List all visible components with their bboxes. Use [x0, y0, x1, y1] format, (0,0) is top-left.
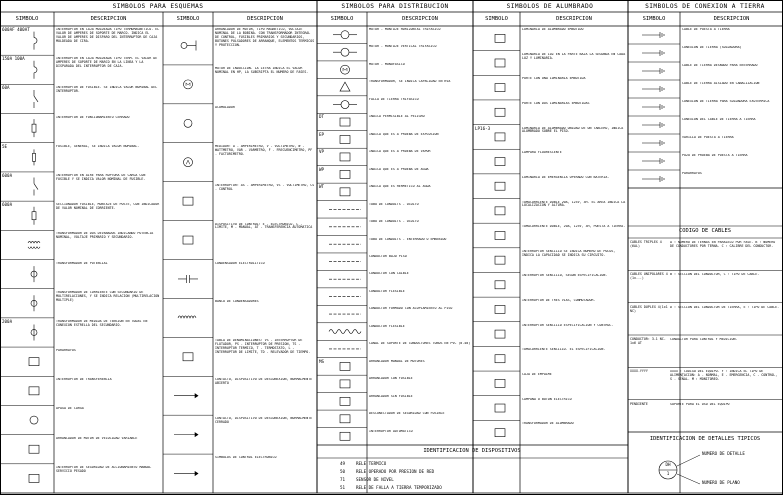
tierra-description-3: CABLE DE TIERRA AISLADO EN CANALIZACION — [682, 82, 760, 85]
esquemas-a-description-2: INTERRUPTOR DE FUSIBLE. SE INDICA VALOR NOMINAL DEL INTERRUPTOR. — [56, 86, 158, 94]
column-header-alumbrado-1: DESCRIPCION — [556, 15, 592, 22]
distribucion-description-8: INDICA QUE ES A PRUEBA DE AGUA — [369, 167, 429, 171]
alumbrado-description-8: TOMACORRIENTE DOBLE, 20A, 125V, 3H, PUESTA A TIERRA. — [522, 225, 626, 229]
distribucion-symbol-label-9: WT — [319, 184, 325, 190]
distribucion-description-4: FALLA DE TIERRA TRIFASICO — [369, 97, 419, 101]
tierra-description-2: CABLE DE TIERRA DESNUDO PARA ENTERRADO — [682, 64, 758, 67]
esquemas-a-description-7: TRANSFORMADOR DE DOS DEVANADOS INDICANDO POTENCIA NOMINAL, VOLTAJE PRIMARIO Y SECUNDARIO. — [56, 232, 154, 240]
dispositivo-code-0: 49 — [340, 461, 346, 466]
esquemas-a-description-8: TRANSFORMADOR DE POTENCIAL — [56, 261, 108, 265]
distribucion-description-16: CONDUCTOR FORMADO CON ACOPLAMIENTO AL PISO — [369, 307, 453, 311]
column-header-esquemas-1: DESCRIPCION — [90, 15, 127, 22]
esquemas-a-description-4: FUSIBLE, GENERAL, SE INDICA VALOR NOMINAL. — [56, 144, 140, 148]
esquemas-a-description-0: INTERRUPTOR EN CAJA MOLDEADA TIPO TERMOMAGNETICO. EL VALOR DE AMPERES DE SOPORTE DE MARCO. INDICA EL VALOR DE AMPERES DE DISPARO DEL INTERRUPTOR DE CAJA MOLDEADA DE CIRA. — [56, 28, 160, 43]
esquemas-a-description-9: TRANSFORMADOR DE CORRIENTE CON SECUNDARIO DE MULTIRELACIONES, Y SE INDICA RELACION (MULTIRELACION MULTIPLE) — [56, 290, 160, 302]
dispositivo-code-1: 50 — [340, 469, 346, 474]
alumbrado-symbol-label-4: LP16-3 — [475, 125, 491, 131]
esquemas-b-description-5: DISPOSITIVO DE CONTROL: E - ELECTRONICO, L - LIMITE, M - MANUAL, AT - TRANSFERENCIA AUTOMATICA — [215, 222, 313, 230]
distribucion-description-23: INTERRUPTOR AUTOMATICO — [369, 429, 413, 433]
alumbrado-description-5: LAMPARA FLUORESCENTE — [522, 151, 562, 155]
cables-title: CODIGO DE CABLES — [679, 228, 731, 234]
esquemas-b-description-11: SIMBOLOS DE CONTROL ELECTRONICO — [215, 456, 277, 460]
cable-description-4: XXXX : CODIGO DEL EQUIPO. Y : INDICA EL TIPO DE ALIMENTACION: A - NORMAL, E - EMERGENCIA, C - CONTROL, S - SEÑAL. M : MONITOREO. — [670, 370, 778, 382]
alumbrado-description-2: PORTE CON UNA LUMINARIA EMBUTIDA — [522, 77, 586, 81]
detalle-label-plano: NUMERO DE PLANO — [702, 480, 740, 485]
distribucion-description-15: CONDUITOR FLEXIBLE — [369, 289, 405, 293]
dispositivo-description-2: SENSOR DE NIVEL — [356, 477, 394, 482]
detalle-number: DH — [665, 462, 671, 467]
esquemas-b-description-6: CONDENSADOR ELECTROLITICO — [215, 261, 265, 265]
distribucion-description-5: INDICA PERMISIBLE AL PELIGRO — [369, 115, 425, 119]
distribucion-description-18: CANAL DE SOPORTE DE CONDUCTORES TUBOS EN PVC (0.40) — [369, 342, 471, 346]
alumbrado-description-15: CAMPANA O BOTON ELECTRICO — [522, 397, 572, 401]
distribucion-description-10: TUBO DE CONDUITS - OCULTO — [369, 202, 419, 206]
alumbrado-description-3: PORTE CON DOS LUMINARIAS EMBUTIDAS — [522, 101, 590, 105]
esquemas-b-description-9: CONTACTO, DISPOSITIVO DE DESCONEXION, NORMALMENTE ABIERTO — [215, 378, 313, 386]
esquemas-a-description-5: INTERRUPTOR EN AIRE PARA RUPTURA DE CARGA CON FUSIBLE Y SE INDICA VALOR NOMINAL DE FUSIBLE. — [56, 173, 146, 181]
dispositivo-code-2: 71 — [340, 477, 346, 482]
esquemas-a-description-1: INTERRUPTOR EN CAJA MOLDEADA TIPO TERM. EL VALOR DE AMPERES DE SOPORTE DE MARCO EN LA LINEA Y LA DISPARADA DEL INTERRUPTOR DE CAJA. — [56, 57, 158, 68]
distribucion-symbol-label-6: EP — [319, 131, 325, 137]
cable-description-3: CONDUCTOR PARA CONTROL Y MEDICION. — [670, 338, 738, 341]
distribucion-description-2: MOTOR - MONOFASICO — [369, 62, 405, 66]
esquemas-a-description-13: APAGA DE CARGA — [56, 407, 84, 411]
cable-description-2: D : SECCION DEL CONDUCTOR DE TIERRA, E : TIPO DE CABLE. — [670, 305, 780, 309]
alumbrado-description-0: LUMINARIA DE ALUMBRADO EMBUTIDO — [522, 28, 584, 31]
tierra-description-4: CONEXION DE TIERRA PARA SOLDADURA EXOTERMICA — [682, 100, 770, 103]
column-header-esquemas-0: SIMBOLO — [15, 15, 39, 22]
detalles-title: IDENTIFICACION DE DETALLES TIPICOS — [649, 436, 761, 442]
esquemas-a-description-12: INTERRUPTOR DE TRANSFERENCIA — [56, 378, 112, 382]
column-header-tierra-1: DESCRIPCION — [713, 15, 750, 22]
alumbrado-description-10: INTERRUPTOR SENCILLO, SEGUN ESPECIFICACION. — [522, 274, 608, 278]
tierra-description-8: PARARRAYOS — [682, 172, 702, 175]
tierra-description-1: CONEXION DE TIERRA (SOLDADURA) — [682, 46, 742, 49]
alumbrado-description-16: TRANSFORMADOR DE ALUMBRADO — [522, 422, 574, 426]
cable-symbol-5: PENDIENTE — [630, 401, 648, 406]
distribucion-description-14: CONDUCTOR CON CALBLE — [369, 272, 409, 276]
detalle-label-number: NUMERO DE DETALLE — [702, 451, 745, 456]
section-title-alumbrado: SIMBOLOS DE ALUMBRADO — [506, 2, 594, 10]
alumbrado-description-9: INTERRUPTOR SENCILLO SE INDICA NUMERO DE POLOS, INDICA LA CAPACIDAD SE INDICA SU CIRCUITO. — [522, 249, 616, 257]
tierra-description-6: VARILLA DE PUESTA A TIERRA — [682, 136, 734, 139]
detalle-sheet: 1 — [666, 471, 670, 476]
column-header-distribucion-0: SIMBOLO — [330, 15, 354, 22]
distribucion-symbol-label-19: MS — [319, 358, 325, 364]
distribucion-description-19: ARRANCADOR MANUAL DE MOTORES — [369, 359, 425, 363]
distribucion-symbol-label-7: VP — [319, 149, 325, 155]
distribucion-description-21: ARRANCADOR SIN FUSIBLE — [369, 394, 413, 398]
alumbrado-description-6: LUMINARIA DE EMERGENCIA OPERADO CON BATERIA. — [522, 175, 610, 179]
esquemas-b-description-3: MEDIDOR: A - AMPERIMETRO, V - VOLTIMETRO, W - WATTMETRO, VAR - VARMETRO, F - FRECUENCIMETRO, PF - FACTORIMETRO. — [215, 144, 313, 156]
alumbrado-description-12: INTERRUPTOR SENCILLO ESPECIFICACION Y CONTROL. — [522, 323, 614, 327]
cable-symbol-3: CONDUCTOR: 3-1 NC-1x6 AT — [630, 337, 666, 345]
cable-description-5: SOPORTE PARA EL USO DEL EQUIPO — [670, 402, 730, 406]
distribucion-description-9: INDICA QUE ES HERMETICO AL AGUA — [369, 185, 431, 189]
dispositivo-description-1: RELE OPERADO POR PRESION DE RED — [356, 469, 435, 474]
esquemas-b-description-4: INTERRUPTOR: AS - AMPERIMETRO, VS - VOLTIMETRO, CS - CONTROL — [215, 183, 315, 191]
esquemas-a-description-15: INTERRUPTOR DE SEGURIDAD DE ACCIONAMIENTO MANUAL SERVICIO PESADO — [56, 465, 152, 473]
distribucion-description-7: INDICA QUE ES A PRUEBA DE VAPOR — [369, 150, 431, 154]
alumbrado-description-14: CAJA DE EMPALME — [522, 373, 552, 377]
cable-symbol-0: CABLES TRIPLEX 4 (6AL) — [630, 240, 662, 248]
distribucion-description-13: CONDUCTOR BAJO PISO — [369, 254, 407, 258]
dispositivo-description-0: RELE TERMICO — [356, 461, 387, 466]
dispositivo-description-3: RELE DE FALLA A TIERRA TEMPORIZADO — [356, 485, 442, 490]
cable-symbol-1: CABLES UNIPOLARES 4 (1x...) — [630, 272, 668, 281]
esquemas-a-description-6: SECCIONADOR FUSIBLE, MONTAJE DE POSTE, CON INDICADOR DE VALOR NOMINAL DE CORRIENTE. — [56, 203, 160, 211]
esquemas-a-symbol-label-5: 600A — [2, 172, 13, 178]
esquemas-a-description-11: PARARRAYOS — [56, 349, 76, 353]
cable-symbol-2: CABLES DUPLEX 4(1x1 NC) — [630, 304, 668, 313]
esquemas-a-description-3: INTERRUPTOR DE FUNCIONAMIENTO CERRADO — [56, 115, 130, 119]
alumbrado-description-4: LUMINARIA DE ALUMBRADO UNIDAD DE UN TABLERO, INDICA ALUMBRADO SOBRE EL PISO. — [522, 126, 624, 134]
esquemas-b-description-10: CONTACTO, DISPOSITIVO DE DESCONEXION, NORMALMENTE CERRADO — [215, 417, 313, 425]
distribucion-description-17: CONDUCTOR FLEXIBLE — [369, 324, 405, 328]
tierra-description-0: CABLE DE PUESTA A TIERRA — [682, 28, 730, 31]
esquemas-a-symbol-label-4: 5E — [2, 143, 8, 149]
esquemas-b-description-8: TABLA DE DENOMINACIONES: VS - INTERRUPTOR DE FLOTADOR, PS - INTERRUPTOR DE PRESION, TS - INTERRUPTOR TERMICO, T - TERMOSTATO, L - INTERRUPTOR DE LIMITE, TD - RELEVADOR DE TIEMPO. — [215, 339, 311, 355]
distribucion-description-11: TUBO DE CONDUITS - OCULTO — [369, 220, 419, 224]
esquemas-b-description-7: BANCO DE CONDENSADORES — [215, 300, 259, 304]
tierra-description-7: POZO DE PRUEBA DE PUESTA A TIERRA — [682, 154, 748, 157]
cable-description-1: B : SECCION DEL CONDUCTOR, C : TIPO DE CABLE. — [670, 273, 760, 277]
column-header-esquemas-2: SIMBOLO — [176, 15, 200, 22]
tierra-description-5: CONEXION DEL CABLE DE TIERRA A TIERRA — [682, 118, 756, 121]
distribucion-description-12: TUBO DE CONDUITS - ENTERRADO O EMBEBIDO — [369, 237, 447, 241]
alumbrado-description-13: TOMACORRIENTE SENCILLO. EL ESPECIFICACION. — [522, 348, 606, 352]
alumbrado-description-11: INTERRUPTOR DE TRES VIAS, CONMUTADOR. — [522, 299, 596, 303]
distribucion-symbol-label-8: WP — [319, 166, 325, 172]
column-header-distribucion-1: DESCRIPCION — [402, 15, 438, 22]
section-title-distribucion: SIMBOLOS PARA DISTRIBUCION — [341, 2, 449, 10]
distribucion-description-22: DESCONECTADOR DE SEGURIDAD CON FUSIBLE — [369, 412, 445, 416]
distribucion-description-0: MOTOR - MONTAJE HORIZONTAL TRIFASICO — [369, 28, 441, 31]
esquemas-a-symbol-label-1: 150A 100A — [2, 56, 25, 62]
section-title-tierra: SIMBOLOS DE CONEXION A TIERRA — [645, 2, 765, 10]
esquemas-a-description-10: TRANSFORMADOR DE MEDIDA DE TENSION EN TODAS EN CONEXION ESTRELLA DEL SECUNDARIO. — [56, 319, 148, 327]
cable-description-0: A : NUMERO DE TERNAS EN PARALELO POR FASE. B : NUMERO DE CONDUCTORES POR TERNA. C : CALIBRE DEL CONDUCTOR. — [670, 241, 776, 248]
esquemas-a-symbol-label-6: 600A — [2, 202, 13, 208]
alumbrado-description-7: TOMACORRIENTE DOBLE 20A, 125V, 3H. EL AREA INDICA LA LOCALIZACION Y ALTURA. — [522, 200, 626, 208]
distribucion-description-20: ARRANCADOR CON FUSIBLE — [369, 377, 413, 381]
dispositivos-title: IDENTIFICACION DE DISPOSITIVOS — [423, 448, 521, 454]
column-header-alumbrado-0: SIMBOLO — [485, 15, 508, 22]
column-header-tierra-0: SIMBOLO — [642, 15, 666, 22]
distribucion-description-1: MOTOR - MONTAJE VERTICAL TRIFASICO — [369, 45, 437, 49]
distribucion-description-6: INDICA QUE ES A PRUEBA DE EXPLOSION — [369, 132, 439, 136]
esquemas-a-symbol-label-2: 60A — [2, 85, 10, 91]
esquemas-b-description-0: ARRANCADOR DE MOTOR, TIPO MAGNETICO, VOLTAJE NOMINAL DE LA BOBINA. CON TRANSFORMADOR INTEGRAL DE CONTROL, FUSIBLES PRIMARIOS Y SECUNDARIOS, BOTONES PULSADORES DE ARRANQUE, ELEMENTOS TERMICOS Y PROTECCION. — [215, 28, 315, 47]
esquemas-a-description-14: ARRANCADOR DE MOTOR DE VELOCIDAD VARIABLE — [56, 436, 138, 440]
distribucion-symbol-label-5: DT — [319, 114, 325, 120]
column-header-esquemas-3: DESCRIPCION — [247, 15, 283, 22]
alumbrado-description-1: LUMINARIA DE LUZ EN LA PARTE BAJA LA SEGUNDA EN CADA LUZ Y LUMINARIA. — [522, 52, 626, 60]
esquemas-a-symbol-label-0: 600AF 400AT — [2, 27, 30, 32]
esquemas-b-description-2: ACUMULADOR — [215, 105, 235, 109]
section-title-esquemas: SIMBOLOS PARA ESQUEMAS — [112, 2, 204, 10]
dispositivo-code-3: 51 — [340, 485, 346, 490]
cable-symbol-4: XXXX-YYYY — [630, 369, 648, 374]
distribucion-description-3: TRANSFORMADOR, SE INDICA CAPACIDAD EN KVA — [369, 80, 451, 84]
esquemas-a-symbol-label-10: 200A — [2, 318, 13, 324]
esquemas-b-description-1: MOTOR DE INDUCCION. LA LETRA INDICA EL VALOR NOMINAL EN HP, LA SUBCRIPTA EL NUMERO DE FASES. — [215, 66, 309, 74]
